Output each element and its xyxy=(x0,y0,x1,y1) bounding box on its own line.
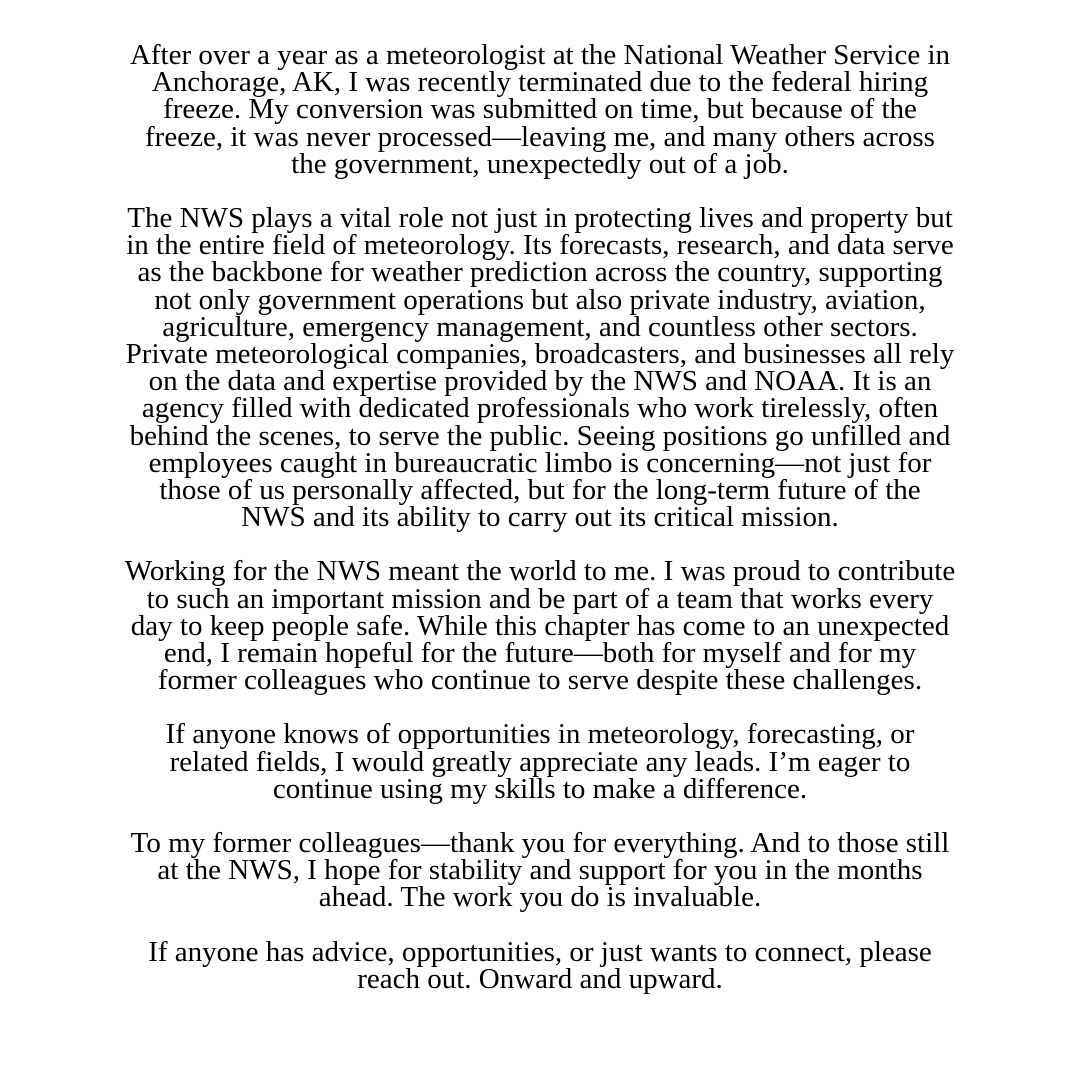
text-line: the government, unexpectedly out of a job. xyxy=(291,147,789,180)
text-line: continue using my skills to make a difference. xyxy=(272,772,808,805)
text-line: The NWS plays a vital role not just in protecting lives and property but xyxy=(127,202,953,235)
text-line: reach out. Onward and upward. xyxy=(357,962,723,995)
letter-document xyxy=(0,39,1080,1020)
text-line: as the backbone for weather prediction across the country, supporting xyxy=(137,256,943,289)
text-line: in the entire field of meteorology. Its forecasts, research, and data serve xyxy=(126,229,954,262)
paragraph-opportunities xyxy=(70,718,1010,805)
text-line: day to keep people safe. While this chapter has come to an unexpected xyxy=(130,609,950,642)
text-line: related fields, I would greatly appreciate any leads. I’m eager to xyxy=(169,745,911,778)
text-line: former colleagues who continue to serve despite these challenges. xyxy=(157,664,923,697)
text-line: to such an important mission and be part of a team that works every xyxy=(146,582,934,615)
text-line: those of us personally affected, but for the long-term future of the xyxy=(159,474,921,507)
text-line: agency filled with dedicated professionals who work tirelessly, often xyxy=(141,392,939,425)
text-line: freeze, it was never processed—leaving me, and many others across xyxy=(145,120,935,153)
text-line: behind the scenes, to serve the public. Seeing positions go unfilled and xyxy=(129,419,951,452)
text-line: end, I remain hopeful for the future—both for myself and for my xyxy=(163,637,917,670)
text-line: freeze. My conversion was submitted on time, but because of the xyxy=(163,93,917,126)
text-line: If anyone has advice, opportunities, or just wants to connect, please xyxy=(148,935,932,968)
text-line: Private meteorological companies, broadcasters, and businesses all rely xyxy=(125,338,955,371)
text-line: To my former colleagues—thank you for everything. And to those still xyxy=(130,827,950,860)
text-line: not only government operations but also private industry, aviation, xyxy=(154,283,926,316)
text-line: on the data and expertise provided by the NWS and NOAA. It is an xyxy=(148,365,932,398)
paragraph-nws-role xyxy=(70,202,1010,534)
text-line: Working for the NWS meant the world to me. I was proud to contribute xyxy=(124,555,956,588)
text-line: agriculture, emergency management, and countless other sectors. xyxy=(162,310,918,343)
paragraph-working-for-nws xyxy=(70,555,1010,697)
paragraph-colleagues xyxy=(70,827,1010,914)
text-line: at the NWS, I hope for stability and support for you in the months xyxy=(157,854,923,887)
paragraph-closing xyxy=(70,935,1010,995)
text-line: NWS and its ability to carry out its critical mission. xyxy=(241,501,839,534)
text-line: employees caught in bureaucratic limbo is concerning—not just for xyxy=(148,446,932,479)
text-line: ahead. The work you do is invaluable. xyxy=(318,881,762,914)
text-line: Anchorage, AK, I was recently terminated due to the federal hiring xyxy=(151,66,929,99)
paragraph-termination xyxy=(70,39,1010,180)
text-line: If anyone knows of opportunities in meteorology, forecasting, or xyxy=(165,718,915,751)
text-line: After over a year as a meteorologist at the National Weather Service in xyxy=(129,39,951,71)
